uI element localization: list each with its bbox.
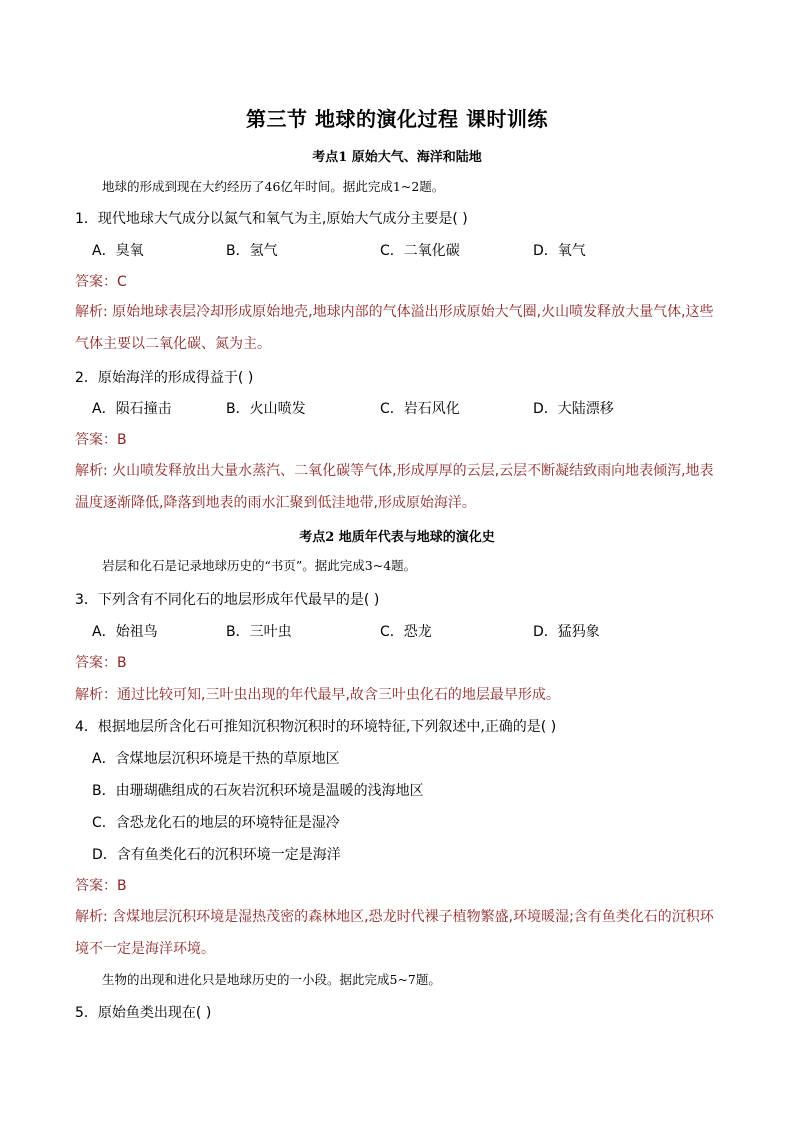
question-1-answer: 答案：C: [75, 274, 127, 290]
question-3-option-d: D．猛犸象: [533, 624, 600, 640]
section-heading-2: 考点2 地质年代表与地球的演化史: [299, 530, 495, 545]
question-3-option-a: A．始祖鸟: [92, 624, 158, 640]
intro-text-2: 岩层和化石是记录地球历史的“书页”。据此完成3~4题。: [102, 558, 417, 573]
question-3-stem: 3．下列含有不同化石的地层形成年代最早的是( ): [75, 592, 380, 608]
question-1-option-b: B．氢气: [226, 243, 278, 259]
question-3-explanation: 解析：通过比较可知,三叶虫出现的年代最早,故含三叶虫化石的地层最早形成。: [75, 687, 560, 703]
page-title: 第三节 地球的演化过程 课时训练: [246, 107, 548, 131]
intro-text-1: 地球的形成到现在大约经历了46亿年时间。据此完成1~2题。: [102, 179, 445, 194]
question-2-options: [92, 398, 752, 420]
question-1-explanation: 解析: 原始地球表层冷却形成原始地壳,地球内部的气体溢出形成原始大气圈,火山喷发释放大量气体,这些气体主要以二氧化碳、氮为主。: [75, 304, 714, 352]
question-4-option-d: D．含有鱼类化石的沉积环境一定是海洋: [92, 847, 341, 863]
question-2-explanation: 解析: 火山喷发释放出大量水蒸汽、二氧化碳等气体,形成厚厚的云层,云层不断凝结致雨向地表倾泻,地表温度逐渐降低,降落到地表的雨水汇聚到低洼地带,形成原始海洋。: [75, 463, 714, 511]
question-2-option-a: A．陨石撞击: [92, 401, 172, 417]
question-4-answer: 答案：B: [75, 878, 127, 894]
question-1-option-a: A．臭氧: [92, 243, 144, 259]
question-3-answer: 答案：B: [75, 655, 127, 671]
question-2-answer: 答案：B: [75, 432, 127, 448]
question-3-option-b: B．三叶虫: [226, 624, 292, 640]
question-2-stem: 2．原始海洋的形成得益于( ): [75, 370, 254, 386]
question-4-option-a: A．含煤地层沉积环境是干热的草原地区: [92, 751, 340, 767]
question-4-explanation: 解析: 含煤地层沉积环境是湿热茂密的森林地区,恐龙时代裸子植物繁盛,环境暖湿;含有鱼类化石的沉积环境不一定是海洋环境。: [75, 909, 714, 957]
question-4-option-c: C．含恐龙化石的地层的环境特征是湿冷: [92, 815, 340, 831]
question-1-options: [92, 240, 752, 262]
question-4-stem: 4．根据地层所含化石可推知沉积物沉积时的环境特征,下列叙述中,正确的是( ): [75, 719, 557, 735]
question-1-option-d: D．氧气: [533, 243, 586, 259]
section-heading-1: 考点1 原始大气、海洋和陆地: [312, 150, 482, 165]
question-1-option-c: C．二氧化碳: [380, 243, 460, 259]
question-2-option-c: C．岩石风化: [380, 401, 460, 417]
question-4-option-b: B．由珊瑚礁组成的石灰岩沉积环境是温暖的浅海地区: [92, 783, 424, 799]
question-1-stem: 1．现代地球大气成分以氮气和氧气为主,原始大气成分主要是( ): [75, 211, 468, 227]
question-3-option-c: C．恐龙: [380, 624, 432, 640]
question-2-option-b: B．火山喷发: [226, 401, 306, 417]
question-5-stem: 5．原始鱼类出现在( ): [75, 1005, 212, 1021]
question-3-options: [92, 621, 752, 643]
intro-text-3: 生物的出现和进化只是地球历史的一小段。据此完成5~7题。: [102, 972, 441, 987]
question-2-option-d: D．大陆漂移: [533, 401, 614, 417]
